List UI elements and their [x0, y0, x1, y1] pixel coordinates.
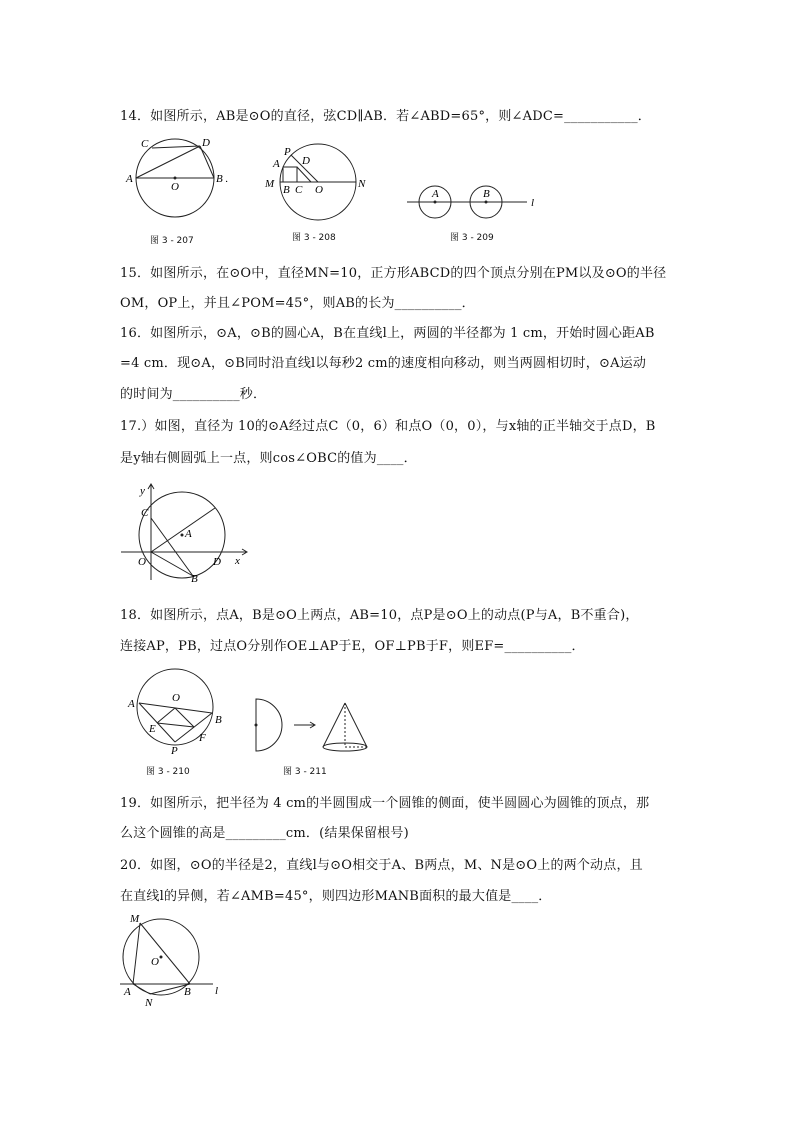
fig210-label-p: P [171, 745, 178, 755]
q17-line2: 是y轴右侧圆弧上一点，则cos∠OBC的值为____． [120, 451, 417, 466]
fig208-label-p: P [284, 146, 291, 158]
fig207-label-o: O [171, 181, 179, 193]
fig208-label-d: D [302, 155, 310, 167]
fig17-label-y: y [140, 485, 145, 497]
fig210-label-a: A [128, 698, 135, 710]
fig210-label-o: O [172, 692, 180, 704]
fig208-caption: 图 3 - 208 [292, 233, 336, 243]
figure-q20 [118, 910, 228, 1008]
fig20-label-l: l [215, 985, 219, 997]
fig17-label-b: B [191, 573, 198, 585]
q16-line1: 16．如图所示，⊙A，⊙B的圆心A，B在直线l上，两圆的半径都为 1 cm，开始时圆心距AB [120, 326, 655, 341]
q18-line2: 连接AP，PB，过点O分别作OE⊥AP于E，OF⊥PB于F，则EF=__________． [120, 639, 585, 654]
fig208-label-c: C [295, 184, 303, 196]
fig211-caption: 图 3 - 211 [283, 767, 327, 777]
q20-line1: 20．如图，⊙O的半径是2，直线l与⊙O相交于A、B两点，M、N是⊙O上的两个动点，且 [120, 858, 643, 873]
fig20-label-o: O [151, 956, 159, 968]
fig208-label-a: A [273, 158, 280, 170]
fig207-label-d: D [202, 137, 210, 149]
fig209-label-a: A [432, 188, 439, 200]
fig17-label-c: C [141, 507, 149, 519]
q19-line1: 19．如图所示，把半径为 4 cm的半圆围成一个圆锥的侧面，使半圆圆心为圆锥的顶点，那 [120, 796, 650, 811]
figure-3-208 [262, 140, 372, 225]
q14-line1: 14．如图所示，AB是⊙O的直径，弦CD∥AB．若∠ABD=65°，则∠ADC=___________． [120, 109, 651, 124]
fig210-label-f: F [199, 732, 206, 744]
fig208-label-m: M [265, 178, 275, 190]
fig210-caption: 图 3 - 210 [146, 767, 190, 777]
fig17-label-o: O [138, 556, 146, 568]
fig207-label-c: C [141, 138, 149, 150]
q20-line2: 在直线l的异侧，若∠AMB=45°，则四边形MANB面积的最大值是____． [120, 889, 552, 904]
q19-line2: 么这个圆锥的高是_________cm．(结果保留根号) [120, 826, 409, 841]
fig209-label-l: l [531, 197, 535, 209]
figure-3-210 [120, 665, 230, 755]
fig17-label-a: A [185, 528, 192, 540]
figure-3-209 [405, 180, 545, 220]
fig210-label-b: B [215, 714, 222, 726]
fig209-label-b: B [483, 188, 490, 200]
fig20-label-a: A [124, 986, 131, 998]
fig17-label-x: x [235, 555, 240, 567]
fig20-label-m: M [130, 913, 140, 925]
fig20-label-n: N [145, 997, 153, 1008]
fig208-label-n: N [358, 178, 366, 190]
fig20-label-b: B [184, 986, 191, 998]
figure-q17 [118, 480, 258, 585]
q16-line2: =4 cm．现⊙A，⊙B同时沿直线l以每秒2 cm的速度相向移动，则当两圆相切时，⊙A运动 [120, 356, 647, 371]
fig208-label-o: O [315, 184, 323, 196]
q16-line3: 的时间为__________秒． [120, 387, 267, 402]
fig207-label-a: A [126, 173, 133, 185]
fig207-label-b: B . [216, 173, 229, 185]
fig210-label-e: E [149, 723, 156, 735]
fig209-caption: 图 3 - 209 [450, 233, 494, 243]
fig17-label-d: D [213, 556, 221, 568]
fig208-label-b: B [283, 184, 290, 196]
q18-line1: 18．如图所示，点A，B是⊙O上两点，AB=10，点P是⊙O上的动点(P与A，B不重合)， [120, 608, 639, 623]
figure-3-207 [120, 135, 240, 225]
q15-line1: 15．如图所示，在⊙O中，直径MN=10，正方形ABCD的四个顶点分别在PM以及⊙O的半径 [120, 266, 667, 281]
fig207-caption: 图 3 - 207 [150, 236, 194, 246]
q15-line2: OM，OP上，并且∠POM=45°，则AB的长为__________． [120, 296, 475, 311]
figure-3-211 [250, 695, 380, 755]
q17-line1: 17.）如图，直径为 10的⊙A经过点C（0，6）和点O（0，0），与x轴的正半轴交于点D，B [120, 419, 656, 434]
